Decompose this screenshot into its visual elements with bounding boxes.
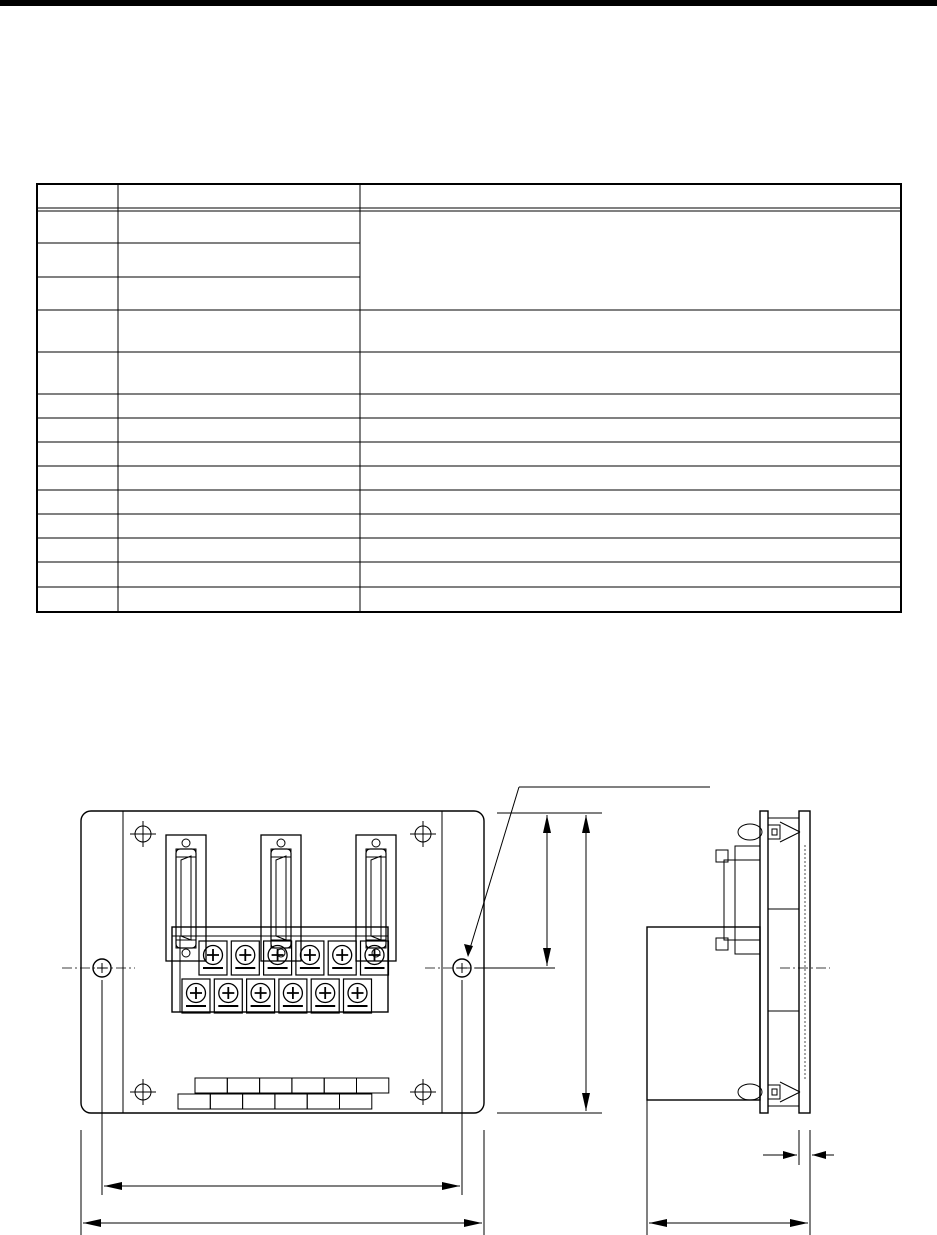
terminal-marker	[275, 1094, 307, 1109]
screw-icon	[410, 821, 436, 847]
terminal-marker	[227, 1078, 259, 1093]
terminal-marker	[195, 1078, 227, 1093]
terminal-screw-icon	[231, 941, 259, 975]
screw-icon	[130, 821, 156, 847]
side-view	[647, 811, 830, 1113]
terminal-screw-icon	[182, 979, 210, 1013]
terminal-marker	[292, 1078, 324, 1093]
terminal-screw-icon	[247, 979, 275, 1013]
terminal-marker	[357, 1078, 389, 1093]
terminal-marker	[324, 1078, 356, 1093]
base-plate	[81, 811, 484, 1113]
screw-icon	[130, 1079, 156, 1105]
terminal-marker	[210, 1094, 242, 1109]
connector-icon	[261, 835, 301, 961]
terminal-screw-icon	[279, 979, 307, 1013]
terminal-marker	[260, 1078, 292, 1093]
table-border	[37, 184, 901, 612]
terminal-screw-icon	[264, 941, 292, 975]
terminal-marker	[243, 1094, 275, 1109]
terminal-screw-icon	[296, 941, 324, 975]
connector-icon	[356, 835, 396, 961]
mounting-hole-icon	[62, 959, 135, 977]
side-connector	[724, 860, 760, 940]
spec-table	[36, 183, 902, 613]
terminal-screw-icon	[199, 941, 227, 975]
terminal-marker	[178, 1094, 210, 1109]
terminal-screw-icon	[328, 941, 356, 975]
front-view	[62, 811, 500, 1113]
terminal-marker	[307, 1094, 339, 1109]
terminal-marker	[340, 1094, 372, 1109]
terminal-screw-icon	[344, 979, 372, 1013]
terminal-screw-icon	[311, 979, 339, 1013]
header-rule	[0, 0, 937, 6]
terminal-screw-icon	[214, 979, 242, 1013]
side-terminal-block	[647, 927, 760, 1100]
terminal-screw-icon	[361, 941, 389, 975]
screw-icon	[410, 1079, 436, 1105]
side-board	[760, 811, 768, 1113]
outline-drawing	[0, 770, 937, 1235]
